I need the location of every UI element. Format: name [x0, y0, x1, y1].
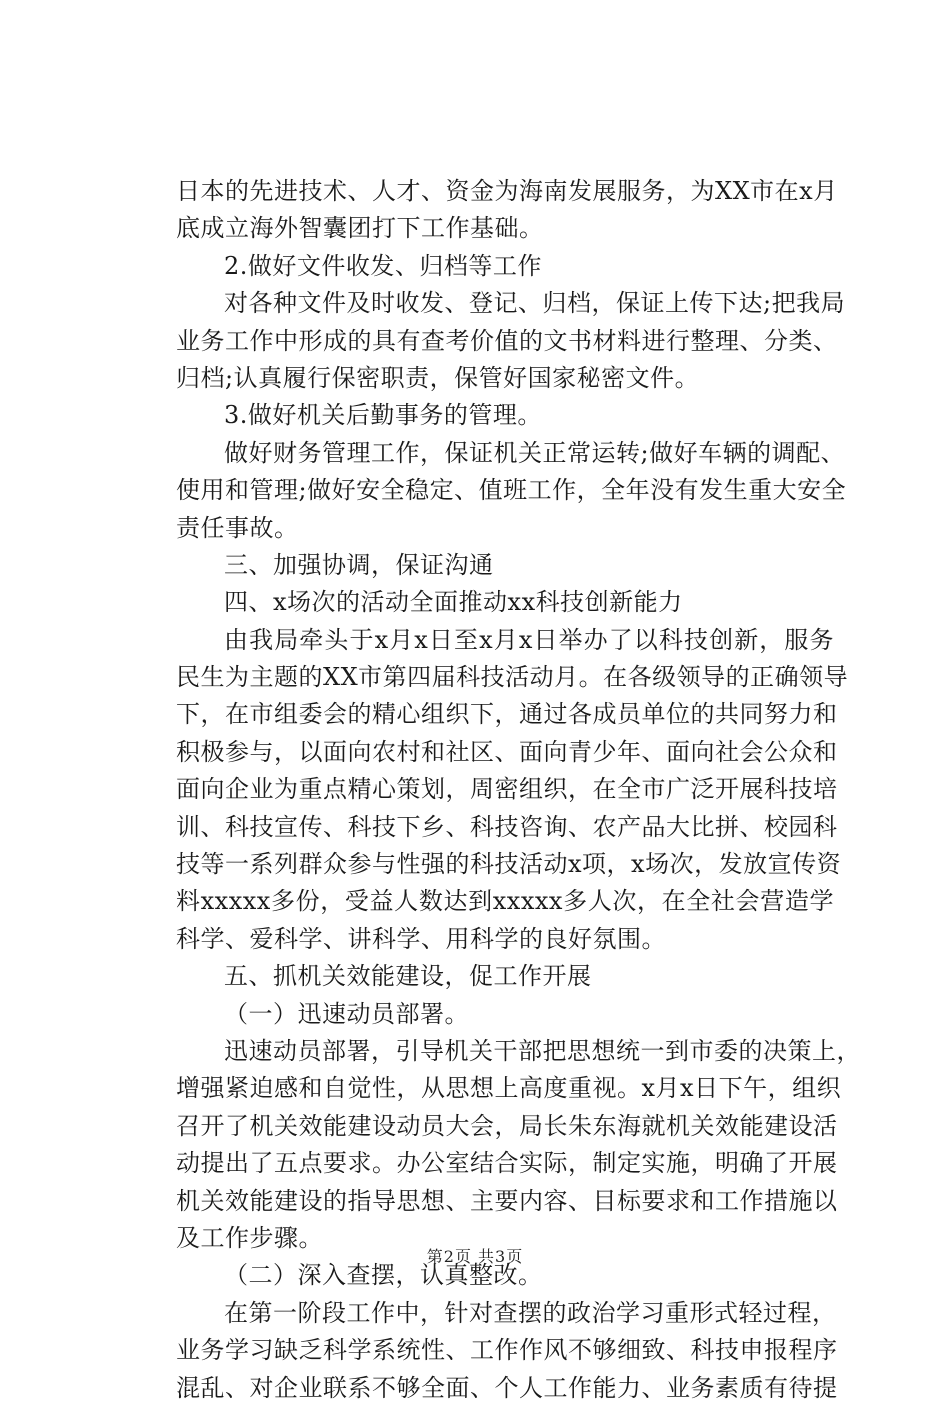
- text-line: 底成立海外智囊团打下工作基础。: [176, 214, 544, 243]
- text-line: 面向企业为重点精心策划，周密组织，在全市广泛开展科技培: [176, 775, 838, 804]
- text-line: 对各种文件及时收发、登记、归档，保证上传下达;把我局: [224, 289, 846, 318]
- text-line: 业务工作中形成的具有查考价值的文书材料进行整理、分类、: [176, 326, 838, 355]
- text-line: 迅速动员部署，引导机关干部把思想统一到市委的决策上，: [224, 1036, 861, 1065]
- text-line: （一）迅速动员部署。: [224, 999, 469, 1028]
- text-line: 业务学习缺乏科学系统性、工作作风不够细致、科技申报程序: [176, 1336, 838, 1365]
- text-line: 3.做好机关后勤事务的管理。: [224, 401, 542, 430]
- text-line: 做好财务管理工作，保证机关正常运转;做好车辆的调配、: [224, 438, 846, 467]
- text-line: 料xxxxx多份，受益人数达到xxxxx多人次，在全社会营造学: [176, 887, 834, 916]
- text-line: 及工作步骤。: [176, 1223, 323, 1252]
- text-line: 增强紧迫感和自觉性，从思想上高度重视。x月x日下午，组织: [176, 1074, 842, 1103]
- text-line: 五、抓机关效能建设，促工作开展: [224, 962, 592, 991]
- text-line: 2.做好文件收发、归档等工作: [224, 251, 542, 280]
- text-line: 责任事故。: [176, 513, 299, 542]
- page-footer: 第2页 共3页: [426, 1247, 524, 1266]
- text-line: 三、加强协调，保证沟通: [224, 550, 494, 579]
- text-line: 使用和管理;做好安全稳定、值班工作，全年没有发生重大安全: [176, 476, 847, 505]
- text-line: 混乱、对企业联系不够全面、个人工作能力、业务素质有待提: [176, 1373, 838, 1402]
- text-line: 下，在市组委会的精心组织下，通过各成员单位的共同努力和: [176, 700, 838, 729]
- text-line: 训、科技宣传、科技下乡、科技咨询、农产品大比拼、校园科: [176, 812, 838, 841]
- text-line: 机关效能建设的指导思想、主要内容、目标要求和工作措施以: [176, 1186, 838, 1215]
- text-line: 日本的先进技术、人才、资金为海南发展服务，为XX市在x月: [176, 177, 838, 205]
- text-line: 积极参与，以面向农村和社区、面向青少年、面向社会公众和: [176, 737, 838, 766]
- text-line: 四、x场次的活动全面推动xx科技创新能力: [224, 588, 683, 617]
- text-line: 由我局牵头于x月x日至x月x日举办了以科技创新，服务: [224, 625, 834, 654]
- text-line: 动提出了五点要求。办公室结合实际，制定实施，明确了开展: [176, 1149, 838, 1178]
- document-body: [176, 173, 861, 1407]
- text-line: 归档;认真履行保密职责，保管好国家秘密文件。: [176, 363, 700, 392]
- text-line: 民生为主题的XX市第四届科技活动月。在各级领导的正确领导: [176, 663, 849, 692]
- text-line: 技等一系列群众参与性强的科技活动x项，x场次，发放宣传资: [176, 850, 842, 879]
- text-line: 在第一阶段工作中，针对查摆的政治学习重形式轻过程，: [224, 1298, 837, 1327]
- text-line: （二）深入查摆，认真整改。: [224, 1261, 543, 1290]
- text-line: 召开了机关效能建设动员大会，局长朱东海就机关效能建设活: [176, 1111, 838, 1140]
- text-line: 科学、爱科学、讲科学、用科学的良好氛围。: [176, 924, 666, 953]
